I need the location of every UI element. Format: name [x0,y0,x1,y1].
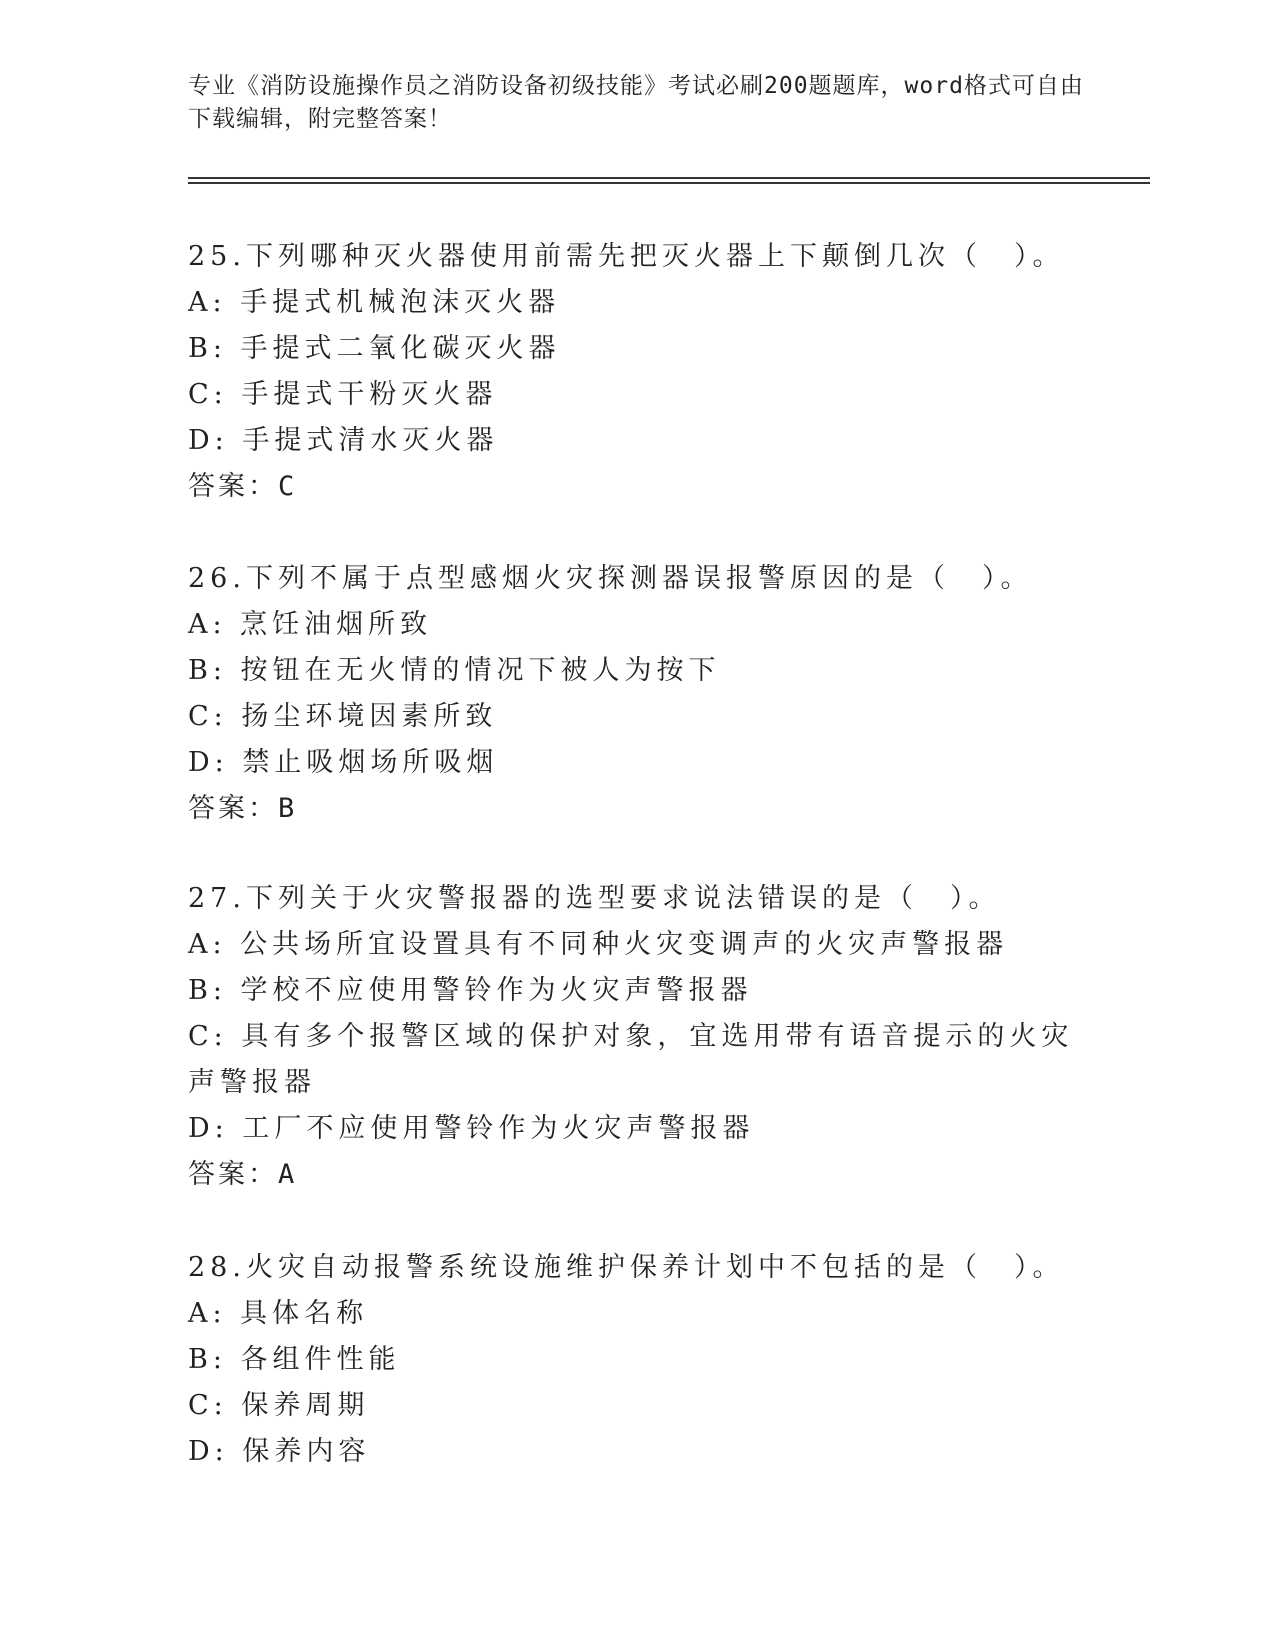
answer-line [188,786,1088,832]
question-stem: 27.下列关于火灾警报器的选型要求说法错误的是（ ）。 [188,883,1001,914]
option-b: B: 手提式二氧化碳灭火器 [188,333,561,364]
answer-value: B [278,793,298,824]
question-27 [188,876,1088,1198]
option-a: A: 具体名称 [188,1298,369,1329]
answer-label: 答案： [188,471,278,502]
question-stem: 28.火灾自动报警系统设施维护保养计划中不包括的是（ ）。 [188,1252,1065,1283]
question-25 [188,234,1088,510]
option-c: C: 扬尘环境因素所致 [188,701,498,732]
option-d: D: 工厂不应使用警铃作为火灾声警报器 [188,1113,755,1144]
option-c: C: 手提式干粉灭火器 [188,379,498,410]
answer-line [188,464,1088,510]
option-b: B: 学校不应使用警铃作为火灾声警报器 [188,975,753,1006]
question-stem: 26.下列不属于点型感烟火灾探测器误报警原因的是（ ）。 [188,563,1033,594]
answer-label: 答案： [188,793,278,824]
header-divider-bottom [188,182,1150,184]
option-b: B: 按钮在无火情的情况下被人为按下 [188,655,721,686]
question-stem: 25.下列哪种灭火器使用前需先把灭火器上下颠倒几次（ ）。 [188,241,1065,272]
option-c: C: 具有多个报警区域的保护对象，宜选用带有语音提示的火灾声警报器 [188,1021,1074,1098]
answer-value: C [278,471,298,502]
option-d: D: 保养内容 [188,1436,371,1467]
option-a: A: 烹饪油烟所致 [188,609,433,640]
answer-line [188,1152,1088,1198]
question-26 [188,556,1088,832]
document-header: 专业《消防设施操作员之消防设备初级技能》考试必刷200题题库，word格式可自由下载编辑，附完整答案！ [188,73,1084,132]
answer-label: 答案： [188,1159,278,1190]
option-a: A: 手提式机械泡沫灭火器 [188,287,561,318]
question-28 [188,1245,1088,1475]
option-d: D: 禁止吸烟场所吸烟 [188,747,499,778]
option-b: B: 各组件性能 [188,1344,401,1375]
answer-value: A [278,1159,298,1190]
header-divider-top [188,177,1150,179]
option-a: A: 公共场所宜设置具有不同种火灾变调声的火灾声警报器 [188,929,1009,960]
option-c: C: 保养周期 [188,1390,370,1421]
option-d: D: 手提式清水灭火器 [188,425,499,456]
